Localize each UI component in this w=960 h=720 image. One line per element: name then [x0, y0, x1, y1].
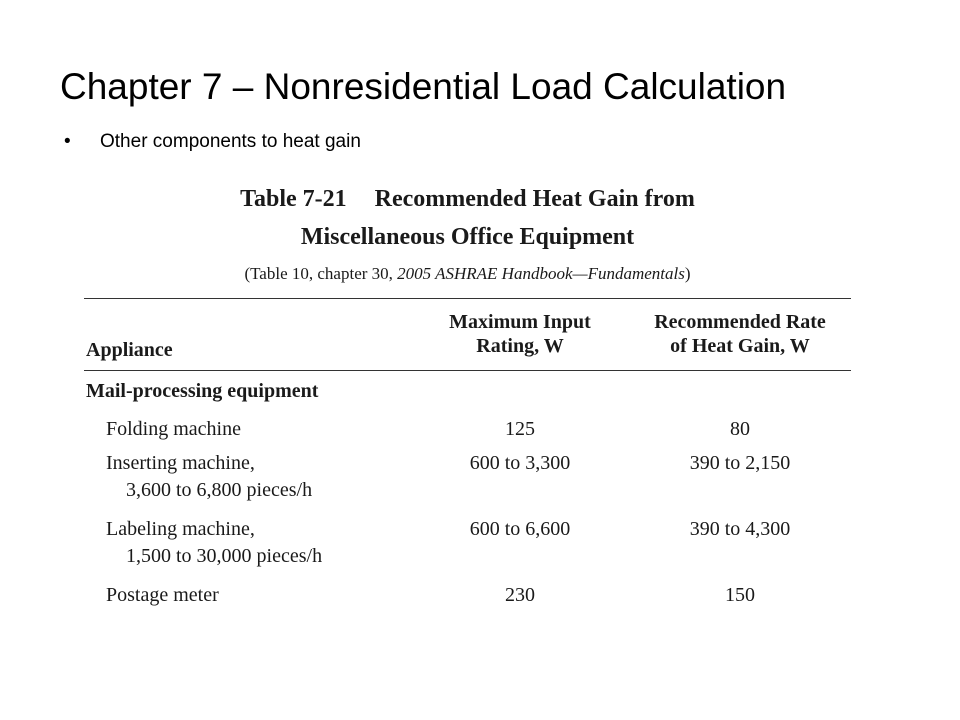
source-suffix: ) — [684, 264, 691, 283]
table-number: Table 7-21 — [240, 186, 347, 212]
appliance-detail: 3,600 to 6,800 pieces/h — [126, 479, 313, 501]
column-header-heat-gain — [628, 310, 852, 358]
appliance-cell — [106, 416, 241, 443]
max-input-cell: 600 to 6,600 — [469, 518, 571, 540]
max-input-line1: Maximum Input — [449, 311, 591, 333]
column-header-max-input — [410, 310, 630, 358]
table-scan — [80, 182, 855, 622]
heat-gain-cell: 390 to 4,300 — [689, 518, 791, 540]
max-input-cell: 600 to 3,300 — [469, 452, 571, 474]
appliance-cell — [106, 582, 219, 609]
column-header-appliance: Appliance — [86, 339, 173, 361]
table-title-line2: Miscellaneous Office Equipment — [300, 224, 635, 250]
appliance-detail: 1,500 to 30,000 pieces/h — [126, 545, 323, 567]
max-input-line2: Rating, W — [476, 335, 564, 357]
appliance-name: Inserting machine, — [106, 452, 255, 474]
appliance-cell — [106, 450, 312, 504]
table-source — [80, 264, 855, 284]
header-rule — [84, 370, 851, 371]
top-rule — [84, 298, 851, 299]
source-italic: 2005 ASHRAE Handbook—Fundamentals — [397, 264, 685, 283]
appliance-name: Labeling machine, — [106, 518, 255, 540]
section-heading: Mail-processing equipment — [86, 380, 319, 402]
table-title-line1 — [80, 186, 855, 213]
bullet-dot: • — [64, 131, 71, 152]
max-input-cell: 125 — [505, 418, 535, 440]
appliance-name: Folding machine — [106, 418, 241, 440]
bullet-item — [64, 131, 361, 153]
appliance-cell — [106, 516, 322, 570]
table-title-text: Recommended Heat Gain from — [374, 186, 695, 212]
heat-gain-cell: 80 — [730, 418, 750, 440]
heat-gain-cell: 150 — [725, 584, 755, 606]
bullet-text: Other components to heat gain — [100, 131, 361, 152]
appliance-name: Postage meter — [106, 584, 219, 606]
source-prefix: (Table 10, chapter 30, — [244, 264, 398, 283]
heat-gain-line2: of Heat Gain, W — [670, 335, 810, 357]
heat-gain-line1: Recommended Rate — [654, 311, 826, 333]
max-input-cell: 230 — [505, 584, 535, 606]
slide-title: Chapter 7 – Nonresidential Load Calculation — [60, 66, 787, 107]
heat-gain-cell: 390 to 2,150 — [689, 452, 791, 474]
